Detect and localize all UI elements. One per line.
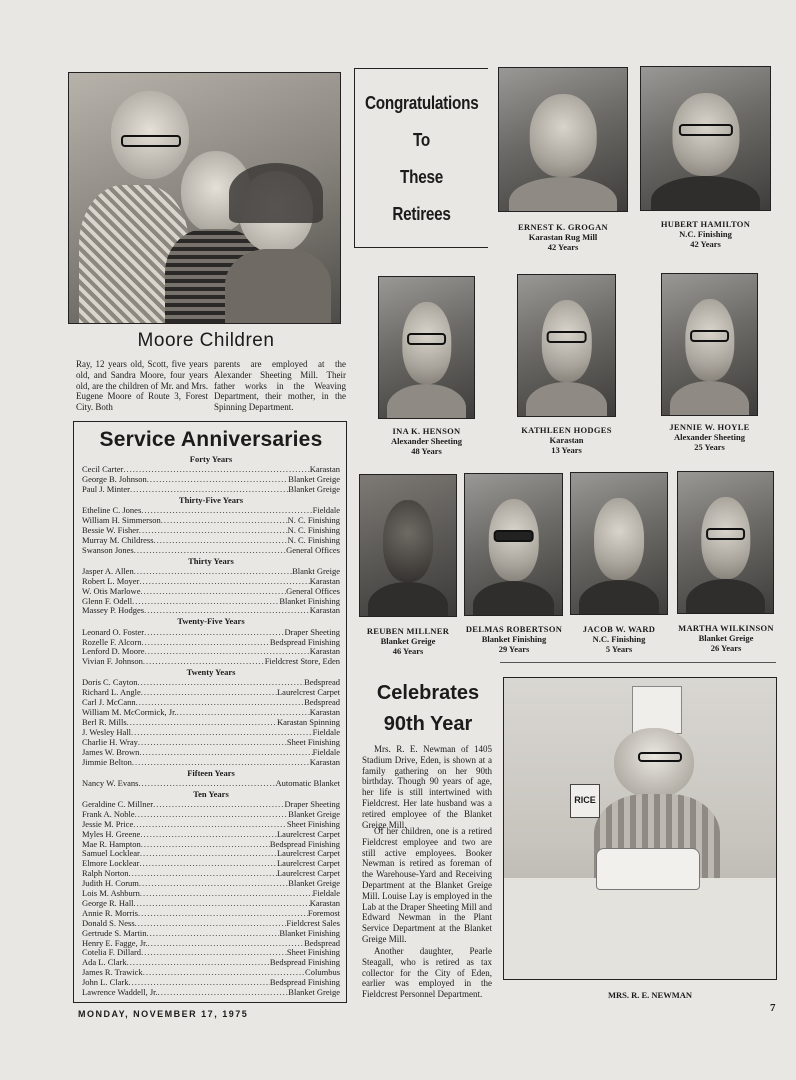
- employee-name: Richard L. Angle: [82, 687, 141, 698]
- employee-name: Samuel Locklear: [82, 848, 140, 859]
- employee-location: Blanket Greige: [288, 808, 340, 819]
- moore-children-text-col2: parents are employed at the Alexander Sheeting Mill. Their father works in the Weaving Department, their mother, in the Spinning Department.: [214, 359, 346, 413]
- employee-location: N. C. Finishing: [287, 534, 340, 545]
- employee-name: William H. Simmerson: [82, 515, 161, 526]
- employee-name: Henry E. Fagge, Jr.: [82, 937, 148, 948]
- employee-location: Fieldale: [312, 888, 340, 899]
- retiree-name: ERNEST K. GROGAN: [518, 222, 608, 232]
- employee-location: Blanket Finishing: [279, 595, 340, 606]
- dot-leader: [134, 546, 286, 556]
- dot-leader: [140, 587, 286, 597]
- retiree-photo-hoyle: [661, 273, 758, 416]
- dot-leader: [148, 939, 304, 949]
- employee-name: Doris C. Cayton: [82, 677, 138, 688]
- employee-location: Laurelcrest Carpet: [276, 687, 340, 698]
- employee-name: William M. McCormick, Jr.: [82, 707, 177, 718]
- retiree-name: KATHLEEN HODGES: [521, 425, 612, 435]
- employee-location: Blanket Finishing: [279, 927, 340, 938]
- employee-name: Vivian F. Johnson: [82, 656, 143, 667]
- employee-location: Fieldale: [312, 726, 340, 737]
- celebrates-title-line-1: Celebrates: [376, 682, 480, 704]
- employee-name: Robert L. Moyer: [82, 575, 140, 586]
- dot-leader: [147, 475, 289, 485]
- dot-leader: [140, 889, 313, 899]
- employee-location: Karastan: [309, 605, 340, 616]
- service-row: [82, 657, 340, 667]
- employee-location: Draper Sheeting: [284, 798, 340, 809]
- employee-name: Berl R. Mills: [82, 717, 127, 728]
- employee-location: Karastan Spinning: [276, 717, 340, 728]
- employee-name: Jimmie Belton: [82, 756, 132, 767]
- employee-name: George B. Johnson: [82, 474, 147, 485]
- employee-name: Annie R. Morris: [82, 907, 138, 918]
- dot-leader: [127, 718, 277, 728]
- employee-location: Karastan: [309, 575, 340, 586]
- retiree-years: 42 Years: [690, 239, 721, 249]
- retiree-dept: Karastan: [549, 435, 584, 445]
- retiree-years: 48 Years: [411, 446, 442, 456]
- employee-location: Karastan: [309, 646, 340, 657]
- employee-name: James W. Brown: [82, 746, 140, 757]
- celebrates-paragraph-1: Mrs. R. E. Newman of 1405 Stadium Drive, Eden, is shown at a family gathering on her 90th birthday. Though 90 years of age, her life is still intertwined with Fieldcrest. Her late husband was a retired employee of the Blanket Greige Mill.: [362, 744, 492, 830]
- employee-name: John L. Clark: [82, 977, 129, 988]
- employee-name: Geraldine C. Millner: [82, 798, 154, 809]
- employee-name: James R. Trawick: [82, 967, 143, 978]
- employee-name: J. Wesley Hall: [82, 726, 131, 737]
- retiree-photo-henson: [378, 276, 475, 419]
- employee-name: Lenford D. Moore: [82, 646, 145, 657]
- dot-leader: [139, 879, 288, 889]
- retiree-photo-grogan: [498, 67, 628, 212]
- employee-name: Ralph Norton: [82, 868, 129, 879]
- retiree-caption-wilkinson: [666, 623, 786, 653]
- dot-leader: [132, 758, 310, 768]
- employee-location: Sheet Finishing: [286, 736, 340, 747]
- dot-leader: [138, 738, 287, 748]
- retiree-years: 42 Years: [547, 242, 579, 252]
- service-group-heading: Forty Years: [189, 454, 233, 464]
- service-row: [82, 546, 340, 556]
- employee-location: Laurelcrest Carpet: [276, 828, 340, 839]
- retiree-name: HUBERT HAMILTON: [660, 219, 751, 229]
- retiree-years: 13 Years: [551, 445, 582, 455]
- employee-name: Gertrude S. Martin: [82, 927, 147, 938]
- employee-location: General Offices: [286, 585, 340, 596]
- employee-name: Etheline C. Jones: [82, 505, 142, 516]
- employee-name: Cotelia F. Dillard: [82, 947, 142, 958]
- retiree-photo-hamilton: [640, 66, 771, 211]
- service-row: [82, 779, 340, 789]
- employee-location: Fieldcrest Sales: [286, 917, 340, 928]
- dot-leader: [158, 988, 289, 998]
- dot-leader: [135, 919, 287, 929]
- congrats-line-1: Congratulations: [364, 93, 479, 113]
- dot-leader: [134, 899, 310, 909]
- congratulations-box: [354, 68, 488, 248]
- employee-name: Charlie H. Wray: [82, 736, 138, 747]
- employee-location: Bedspread Finishing: [269, 636, 340, 647]
- retiree-dept: N.C. Finishing: [592, 634, 646, 644]
- celebrates-paragraph-2: Of her children, one is a retired Fieldcrest employee and two are still active employees. Booker Newman is retired as foreman of the Warehouse-Yard and Receiving Department at the Blanket Greige Mill. Louise Lay is employed in the Lab at the Draper Sheeting Mill and Edward Newman in the Plant Service Department at the Blanket Greige Mill.: [362, 826, 492, 944]
- retiree-years: 5 Years: [605, 644, 633, 654]
- dot-leader: [144, 628, 284, 638]
- dot-leader: [132, 597, 279, 607]
- employee-location: Karastan: [309, 897, 340, 908]
- retiree-years: 25 Years: [694, 442, 725, 452]
- employee-name: Massey P. Hodges: [82, 605, 145, 616]
- dot-leader: [135, 810, 289, 820]
- employee-location: Karastan: [309, 707, 340, 718]
- employee-location: Bedspread: [304, 677, 340, 688]
- employee-location: Karastan: [309, 756, 340, 767]
- employee-location: Fieldale: [312, 505, 340, 516]
- dot-leader: [133, 820, 287, 830]
- retiree-photo-wilkinson: [677, 471, 774, 614]
- newman-photo-caption: MRS. R. E. NEWMAN: [607, 990, 693, 1000]
- employee-name: Frank A. Noble: [82, 808, 135, 819]
- section-divider: [500, 662, 776, 663]
- retiree-caption-robertson: [454, 624, 574, 654]
- employee-name: George R. Hall: [82, 897, 134, 908]
- employee-name: Nancy W. Evans: [82, 777, 139, 788]
- dot-leader: [129, 869, 277, 879]
- dot-leader: [161, 516, 288, 526]
- dot-leader: [141, 840, 270, 850]
- employee-location: Laurelcrest Carpet: [276, 848, 340, 859]
- service-group-heading: Ten Years: [193, 788, 229, 799]
- employee-name: Leonard O. Foster: [82, 626, 145, 637]
- employee-name: Glenn F. Odell: [82, 595, 133, 606]
- service-anniversaries-list: [82, 454, 340, 998]
- retiree-caption-hodges: [500, 425, 633, 455]
- celebrates-title-line-2: 90th Year: [383, 713, 473, 735]
- congrats-line-3: These: [400, 167, 443, 187]
- employee-location: Fieldcrest Store, Eden: [264, 656, 340, 667]
- retiree-name: DELMAS ROBERTSON: [465, 624, 563, 634]
- newman-birthday-photo: [503, 677, 777, 980]
- retiree-dept: N.C. Finishing: [679, 229, 732, 239]
- employee-location: Laurelcrest Carpet: [276, 868, 340, 879]
- employee-name: Murray M. Childress: [82, 534, 154, 545]
- dot-leader: [131, 728, 313, 738]
- employee-location: N. C. Finishing: [287, 524, 340, 535]
- employee-name: Rozelle F. Alcorn: [82, 636, 142, 647]
- congrats-line-2: To: [412, 130, 431, 150]
- service-group-heading: Thirty Years: [188, 555, 234, 566]
- employee-name: Carl J. McCann: [82, 697, 136, 708]
- service-group-heading: Thirty-Five Years: [178, 494, 244, 505]
- dot-leader: [143, 657, 265, 667]
- employee-location: Fieldale: [312, 746, 340, 757]
- employee-location: Blanket Greige: [288, 987, 340, 998]
- retiree-dept: Alexander Sheeting: [674, 432, 745, 442]
- retiree-name: JENNIE W. HOYLE: [669, 422, 750, 432]
- employee-name: Judith H. Corum: [82, 878, 139, 889]
- service-row: [82, 628, 340, 638]
- employee-name: Lois M. Ashburn: [82, 888, 140, 899]
- retiree-name: JACOB W. WARD: [582, 624, 656, 634]
- dot-leader: [139, 577, 309, 587]
- dot-leader: [123, 465, 309, 475]
- retiree-years: 29 Years: [498, 644, 530, 654]
- employee-location: Bedspread: [304, 697, 340, 708]
- dot-leader: [139, 748, 312, 758]
- employee-name: Myles H. Greene: [82, 828, 141, 839]
- dot-leader: [146, 929, 279, 939]
- retiree-dept: Alexander Sheeting: [391, 436, 462, 446]
- employee-location: Columbus: [305, 967, 340, 978]
- retiree-years: 26 Years: [710, 643, 742, 653]
- service-row: [82, 485, 340, 495]
- employee-location: Karastan: [309, 464, 340, 475]
- employee-name: Bessie W. Fisher: [82, 524, 139, 535]
- service-anniversaries-title: Service Anniversaries: [99, 428, 323, 451]
- dot-leader: [142, 638, 270, 648]
- employee-location: Blanket Greige: [288, 484, 340, 495]
- employee-name: Cecil Carter: [82, 464, 124, 475]
- dot-leader: [139, 526, 288, 536]
- service-group-heading: Fifteen Years: [187, 767, 235, 778]
- page-number: 7: [770, 1002, 776, 1014]
- service-group-heading: Twenty-Five Years: [177, 616, 245, 627]
- retiree-photo-ward: [570, 472, 668, 615]
- service-group-heading: Twenty Years: [186, 667, 236, 678]
- employee-location: Blanket Greige: [288, 474, 340, 485]
- retiree-photo-hodges: [517, 274, 616, 417]
- moore-children-photo: [68, 72, 341, 324]
- dot-leader: [154, 536, 288, 546]
- retiree-caption-henson: [360, 426, 493, 456]
- employee-location: Sheet Finishing: [286, 818, 340, 829]
- dot-leader: [141, 948, 287, 958]
- employee-name: Swanson Jones: [82, 544, 134, 555]
- retiree-name: REUBEN MILLNER: [366, 626, 450, 636]
- employee-location: Blankt Greige: [292, 565, 340, 576]
- employee-name: Mae R. Hampton: [82, 838, 141, 849]
- employee-name: W. Otis Marlowe: [82, 585, 141, 596]
- dot-leader: [139, 859, 277, 869]
- dot-leader: [140, 849, 277, 859]
- service-row: [82, 758, 340, 768]
- employee-name: Lawrence Waddell, Jr.: [82, 987, 158, 998]
- rice-box: RICE: [570, 784, 600, 818]
- retiree-dept: Blanket Greige: [380, 636, 436, 646]
- dot-leader: [130, 485, 288, 495]
- dot-leader: [138, 909, 308, 919]
- dot-leader: [138, 779, 275, 789]
- employee-name: Elmore Locklear: [82, 858, 140, 869]
- moore-children-text-col1: Ray, 12 years old, Scott, five years old, and Sandra Moore, four years old, are the children of Mr. and Mrs. Eugene Moore of Route 3, Forest City. Both: [76, 359, 208, 413]
- employee-name: Paul J. Minter: [82, 484, 130, 495]
- retiree-caption-ward: [560, 624, 678, 654]
- employee-name: Jessie M. Price: [82, 818, 134, 829]
- employee-location: Blanket Greige: [288, 878, 340, 889]
- employee-name: Donald S. Ness: [82, 917, 135, 928]
- employee-location: Bedspread Finishing: [269, 977, 340, 988]
- employee-location: Foremost: [307, 907, 340, 918]
- retiree-dept: Karastan Rug Mill: [528, 232, 598, 242]
- employee-location: Bedspread Finishing: [269, 957, 340, 968]
- retiree-years: 46 Years: [392, 646, 424, 656]
- dot-leader: [141, 506, 312, 516]
- service-row: [82, 988, 340, 998]
- retiree-dept: Blanket Finishing: [481, 634, 547, 644]
- retiree-caption-millner: [350, 626, 466, 656]
- issue-date: MONDAY, NOVEMBER 17, 1975: [78, 1009, 249, 1019]
- retiree-photo-millner: [359, 474, 457, 617]
- employee-location: General Offices: [286, 544, 340, 555]
- dot-leader: [144, 606, 310, 616]
- dot-leader: [141, 688, 277, 698]
- retiree-dept: Blanket Greige: [698, 633, 754, 643]
- retiree-caption-hoyle: [643, 422, 776, 452]
- employee-location: Bedspread Finishing: [269, 838, 340, 849]
- retiree-photo-robertson: [464, 473, 563, 616]
- congrats-line-4: Retirees: [392, 204, 451, 224]
- employee-location: Bedspread: [304, 937, 340, 948]
- dot-leader: [127, 958, 270, 968]
- employee-location: Automatic Blanket: [275, 777, 340, 788]
- employee-name: Ada L. Clark: [82, 957, 127, 968]
- employee-location: Draper Sheeting: [284, 626, 340, 637]
- moore-children-title: Moore Children: [137, 330, 275, 351]
- service-row: [82, 606, 340, 616]
- retiree-name: INA K. HENSON: [392, 426, 461, 436]
- employee-location: N. C. Finishing: [287, 515, 340, 526]
- celebrates-paragraph-3: Another daughter, Pearle Steagall, who is retired as tax collector for the City of Eden, earlier was employed in the Fieldcrest Personnel Department.: [362, 946, 492, 1000]
- retiree-caption-hamilton: [640, 219, 771, 249]
- retiree-caption-grogan: [498, 222, 628, 252]
- employee-name: Jasper A. Allen: [82, 565, 134, 576]
- service-anniversaries-box: [73, 421, 347, 1003]
- celebrates-title: [362, 678, 494, 740]
- dot-leader: [153, 800, 284, 810]
- employee-location: Sheet Finishing: [286, 947, 340, 958]
- employee-location: Laurelcrest Carpet: [276, 858, 340, 869]
- dot-leader: [134, 567, 292, 577]
- birthday-cake: [596, 848, 700, 890]
- retiree-name: MARTHA WILKINSON: [678, 623, 774, 633]
- dot-leader: [140, 830, 277, 840]
